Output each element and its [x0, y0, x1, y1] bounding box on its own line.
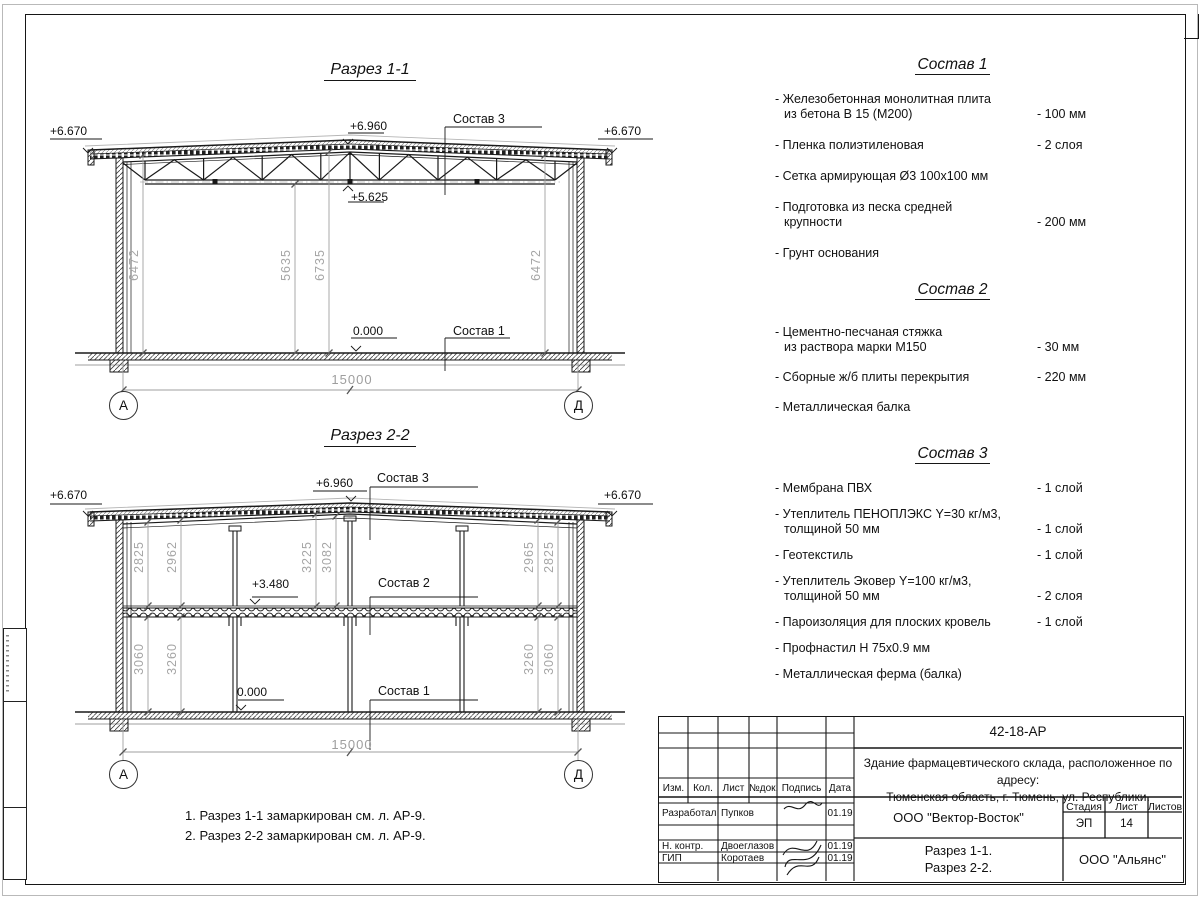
list-item: - Железобетонная монолитная плита из бетона В 15 (М200) - 100 мм [775, 92, 1087, 121]
dimension-label: 5635 [279, 249, 293, 281]
axis-bubble: Д [564, 391, 593, 420]
axis-bubble: А [109, 391, 138, 420]
left-margin-box-1 [3, 628, 27, 703]
sheet-title: Разрез 2-2. [924, 860, 993, 875]
stage-value: ЭП [1075, 818, 1093, 830]
elevation-label: +6.670 [50, 488, 88, 502]
tb-col-header: Дата [828, 783, 852, 794]
walls-1-1 [116, 158, 584, 353]
left-margin-box-3 [3, 807, 27, 880]
dimension-label: 3082 [320, 541, 334, 573]
tb-name: Двоеглазов [721, 841, 775, 852]
elevation-label: 0.000 [237, 685, 268, 699]
composition-heading: Состав 3 [775, 445, 1130, 463]
dimension-label: 2962 [165, 541, 179, 573]
tb-col-header: Лист [722, 783, 745, 794]
design-org: ООО "Вектор-Восток" [893, 810, 1024, 825]
tb-name: Коротаев [721, 853, 765, 864]
dimension-label: 3060 [132, 643, 146, 675]
tb-col-header: Кол. [693, 783, 713, 794]
title-block [658, 716, 1184, 883]
elevation-label: 0.000 [353, 324, 384, 338]
composition-ref-label: Состав 3 [377, 471, 429, 485]
object-description: Здание фармацевтического склада, расположенное по адресу: Тюменская область, г. Тюмень, ул. Республики. [863, 756, 1173, 804]
section-2-2-title: Разрез 2-2 [290, 427, 450, 445]
list-item: - Цементно-песчаная стяжка из раствора марки М150 - 30 мм [775, 325, 1080, 354]
left-margin-box-2 [3, 701, 27, 809]
sheet-number: 14 [1120, 818, 1133, 830]
tb-role: Разработал [662, 808, 717, 819]
composition-heading: Состав 2 [775, 281, 1130, 299]
elevation-label: +6.960 [316, 476, 354, 490]
tb-role: ГИП [662, 853, 682, 864]
composition-list-3 [775, 445, 1130, 693]
list-item: - Утеплитель ПЕНОПЛЭКС Y=30 кг/м3, толщиной 50 мм - 1 слой [775, 507, 1083, 536]
list-item: - Подготовка из песка средней крупности - 200 мм [775, 200, 1087, 229]
tb-role: Н. контр. [662, 841, 704, 852]
elevation-label: +3.480 [252, 577, 290, 591]
list-item: - Металлическая балка [775, 400, 911, 414]
tb-date: 01.19 [827, 841, 853, 852]
dimension-label: 3060 [542, 643, 556, 675]
dimensions-2-2 [120, 511, 582, 762]
tb-col-header: Изм. [662, 783, 685, 794]
list-item: - Утеплитель Эковер Y=100 кг/м3, толщиной 50 мм - 2 слоя [775, 574, 1083, 603]
list-item: - Пароизоляция для плоских кровель - 1 слой [775, 615, 1083, 629]
elevation-label: +5.625 [351, 190, 389, 204]
drawing-notes [185, 806, 426, 846]
dimension-label: 6472 [127, 249, 141, 281]
list-item: - Сетка армирующая Ø3 100х100 мм [775, 169, 989, 183]
dimension-label: 3225 [300, 541, 314, 573]
composition-ref-label: Состав 1 [378, 684, 430, 698]
document-code: 42-18-АР [989, 724, 1047, 739]
composition-heading: Состав 1 [775, 56, 1130, 74]
sheet-label: Лист [1115, 801, 1138, 813]
composition-list-2 [775, 281, 1130, 430]
tb-col-header: Подпись [781, 783, 822, 794]
section-1-1-title: Разрез 1-1 [290, 61, 450, 79]
sheets-label: Листов [1148, 801, 1183, 813]
dimension-label: 6472 [529, 249, 543, 281]
corner-filing-box [1184, 14, 1199, 39]
tb-name: Пупков [721, 808, 754, 819]
axis-bubble: Д [564, 760, 593, 789]
dimension-label: 2825 [542, 541, 556, 573]
stage-label: Стадия [1066, 801, 1102, 813]
list-item: - Пленка полиэтиленовая - 2 слоя [775, 138, 1083, 152]
list-item: - Металлическая ферма (балка) [775, 667, 962, 681]
list-item: - Мембрана ПВХ - 1 слой [775, 481, 1083, 495]
composition-ref-label: Состав 1 [453, 324, 505, 338]
list-item: - Профнастил Н 75х0.9 мм [775, 641, 931, 655]
composition-ref-label: Состав 3 [453, 112, 505, 126]
tb-date: 01.19 [827, 853, 853, 864]
tb-col-header: №док. [749, 783, 779, 794]
elevation-label: +6.670 [604, 124, 642, 138]
list-item: - Геотекстиль - 1 слой [775, 548, 1083, 562]
span-dimension-label: 15000 [331, 372, 373, 387]
elevation-label: +6.670 [50, 124, 88, 138]
illegible-marks [6, 635, 9, 695]
note-line: 1. Разрез 1-1 замаркирован см. л. АР-9. [185, 808, 426, 823]
span-dimension-label: 15000 [331, 737, 373, 752]
composition-list-1 [775, 56, 1130, 277]
elevation-label: +6.960 [350, 119, 388, 133]
sheet-title: Разрез 1-1. [924, 843, 993, 858]
truss-1-1 [123, 152, 577, 184]
tb-date: 01.19 [827, 808, 853, 819]
client-org: ООО "Альянс" [1079, 852, 1166, 867]
axis-bubble: А [109, 760, 138, 789]
ground-floor-2-2 [75, 712, 625, 731]
note-line: 2. Разрез 2-2 замаркирован см. л. АР-9. [185, 828, 426, 843]
list-item: - Сборные ж/б плиты перекрытия - 220 мм [775, 370, 1087, 384]
dimension-label: 3260 [522, 643, 536, 675]
signature-squiggle [783, 841, 821, 875]
mid-floor-slab-2-2 [123, 606, 577, 617]
elevation-label: +6.670 [604, 488, 642, 502]
dimension-label: 6735 [313, 249, 327, 281]
dimension-label: 2965 [522, 541, 536, 573]
composition-ref-label: Состав 2 [378, 576, 430, 590]
dimension-label: 2825 [132, 541, 146, 573]
dimension-label: 3260 [165, 643, 179, 675]
list-item: - Грунт основания [775, 246, 880, 260]
